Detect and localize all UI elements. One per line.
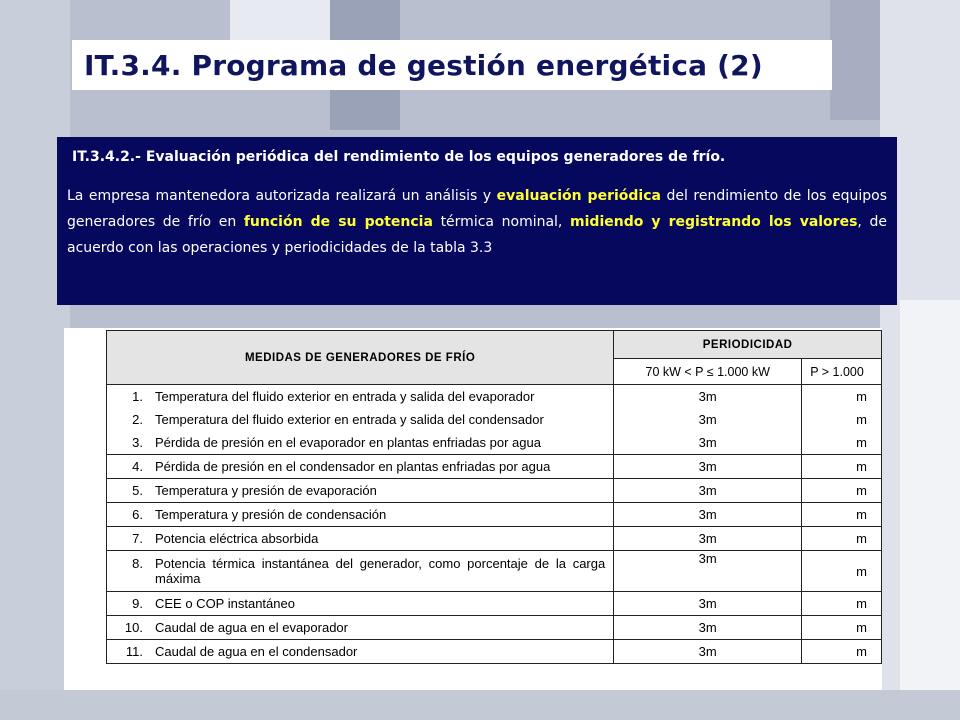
background-block xyxy=(0,0,70,720)
background-block xyxy=(0,690,960,720)
measure-cell xyxy=(107,616,614,640)
table-row xyxy=(107,385,882,409)
item-description: Caudal de agua en el evaporador xyxy=(155,620,348,635)
panel-subtitle: IT.3.4.2.- Evaluación periódica del rendimiento de los equipos generadores de frío. xyxy=(72,149,726,165)
item-description: Pérdida de presión en el condensador en plantas enfriadas por agua xyxy=(155,459,551,474)
measure-cell xyxy=(107,592,614,616)
background-block xyxy=(830,0,880,120)
table-row xyxy=(107,479,882,503)
periodicity-range-2: m xyxy=(802,592,882,616)
paragraph-text: La empresa mantenedora autorizada realizará un análisis y xyxy=(67,188,497,204)
header-range-1: 70 kW < P ≤ 1.000 kW xyxy=(614,359,802,385)
table-row xyxy=(107,551,882,592)
periodicity-range-1: 3m xyxy=(614,431,802,455)
periodicity-range-2: m xyxy=(802,640,882,664)
highlight-text: midiendo y registrando los valores xyxy=(570,214,858,230)
item-number: 8. xyxy=(132,556,143,571)
table-row xyxy=(107,527,882,551)
item-number: 10. xyxy=(124,620,143,635)
background-block xyxy=(900,300,960,720)
table-row xyxy=(107,640,882,664)
item-number: 9. xyxy=(132,596,143,611)
periodicity-range-2: m xyxy=(802,431,882,455)
measure-cell xyxy=(107,431,614,455)
measure-cell xyxy=(107,479,614,503)
item-number: 4. xyxy=(132,459,143,474)
table-row xyxy=(107,616,882,640)
item-description: Temperatura y presión de evaporación xyxy=(155,483,377,498)
measure-cell xyxy=(107,551,614,592)
periodicity-range-1: 3m xyxy=(614,551,802,592)
table-row xyxy=(107,592,882,616)
periodicity-range-1: 3m xyxy=(614,479,802,503)
table-row xyxy=(107,408,882,431)
panel-paragraph xyxy=(67,183,887,261)
item-number: 2. xyxy=(132,412,143,427)
item-number: 6. xyxy=(132,507,143,522)
slide-title: IT.3.4. Programa de gestión energética (2) xyxy=(84,48,763,82)
item-description: Pérdida de presión en el evaporador en plantas enfriadas por agua xyxy=(155,435,541,450)
header-periodicity: PERIODICIDAD xyxy=(614,331,882,359)
item-number: 3. xyxy=(132,435,143,450)
paragraph-text: del rendimiento de los equipos generadores de frío en xyxy=(67,188,887,230)
item-description: CEE o COP instantáneo xyxy=(155,596,295,611)
table-body xyxy=(107,385,882,664)
item-number: 5. xyxy=(132,483,143,498)
highlight-text: evaluación periódica xyxy=(496,188,661,204)
item-number: 7. xyxy=(132,531,143,546)
periodicity-range-1: 3m xyxy=(614,503,802,527)
measure-cell xyxy=(107,408,614,431)
item-description: Temperatura del fluido exterior en entrada y salida del evaporador xyxy=(155,389,535,404)
measure-cell xyxy=(107,503,614,527)
item-description: Temperatura del fluido exterior en entrada y salida del condensador xyxy=(155,412,544,427)
periodicity-range-1: 3m xyxy=(614,408,802,431)
periodicity-range-2: m xyxy=(802,503,882,527)
item-description: Potencia térmica instantánea del generador, como porcentaje de la carga máxima xyxy=(155,556,606,586)
periodicity-range-1: 3m xyxy=(614,592,802,616)
periodicity-range-1: 3m xyxy=(614,616,802,640)
table-container xyxy=(64,328,882,690)
periodicity-range-2: m xyxy=(802,616,882,640)
measure-cell xyxy=(107,455,614,479)
measure-cell xyxy=(107,385,614,409)
header-measures: MEDIDAS DE GENERADORES DE FRÍO xyxy=(107,331,614,385)
slide-title-box xyxy=(72,40,832,90)
item-description: Temperatura y presión de condensación xyxy=(155,507,387,522)
periodicity-range-2: m xyxy=(802,527,882,551)
highlight-text: función de su potencia xyxy=(243,214,433,230)
header-range-2: P > 1.000 xyxy=(802,359,882,385)
item-number: 11. xyxy=(125,644,143,659)
periodicity-range-1: 3m xyxy=(614,640,802,664)
paragraph-text: , de acuerdo con las operaciones y periodicidades de la tabla 3.3 xyxy=(67,214,888,256)
periodicity-range-1: 3m xyxy=(614,455,802,479)
table-row xyxy=(107,503,882,527)
paragraph-text: térmica nominal, xyxy=(432,214,571,230)
measure-cell xyxy=(107,640,614,664)
measurements-table xyxy=(106,330,882,664)
periodicity-range-1: 3m xyxy=(614,385,802,409)
periodicity-range-2: m xyxy=(802,455,882,479)
measure-cell xyxy=(107,527,614,551)
item-number: 1. xyxy=(132,389,143,404)
item-description: Potencia eléctrica absorbida xyxy=(155,531,319,546)
table-row xyxy=(107,431,882,455)
periodicity-range-2: m xyxy=(802,479,882,503)
periodicity-range-2: m xyxy=(802,551,882,592)
info-panel xyxy=(57,137,897,305)
item-description: Caudal de agua en el condensador xyxy=(155,644,358,659)
periodicity-range-2: m xyxy=(802,408,882,431)
periodicity-range-2: m xyxy=(802,385,882,409)
table-row xyxy=(107,455,882,479)
periodicity-range-1: 3m xyxy=(614,527,802,551)
